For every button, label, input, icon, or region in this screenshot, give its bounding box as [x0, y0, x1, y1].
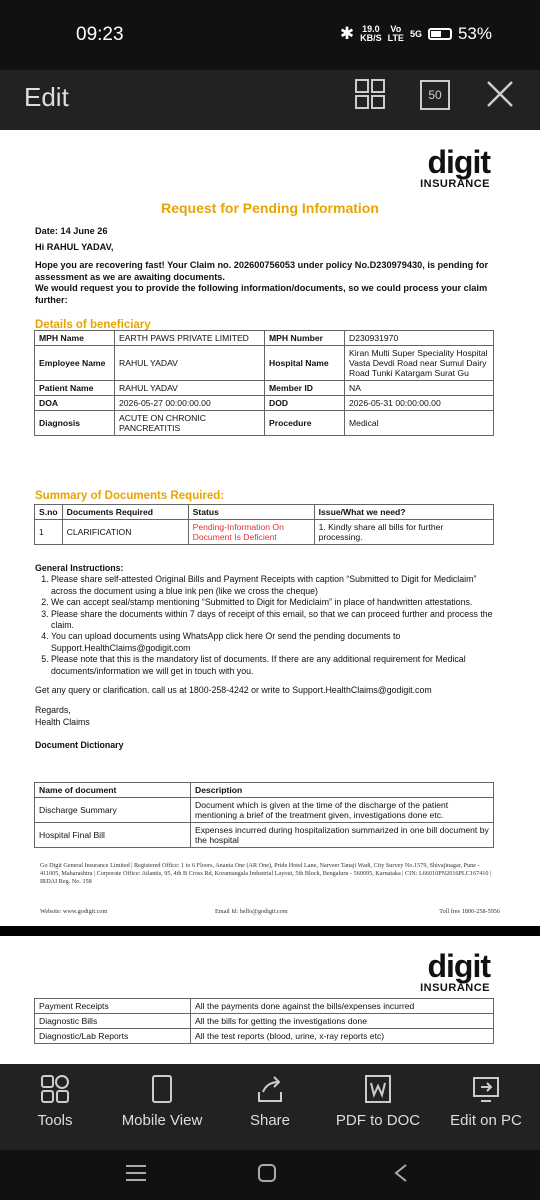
mobile-view-label: Mobile View [121, 1112, 203, 1129]
cell: Diagnosis [35, 411, 115, 436]
edit-on-pc-label: Edit on PC [450, 1112, 522, 1129]
net-speed-value: 19.0 [362, 24, 380, 34]
footer-tollfree: Toll free 1800-258-5956 [439, 908, 500, 915]
general-instructions [35, 563, 495, 752]
table-row [35, 331, 494, 346]
cell: Diagnostic/Lab Reports [35, 1029, 191, 1044]
cell: D230931970 [345, 331, 494, 346]
request-paragraph: We would request you to provide the following information/documents, so we could process your claim further: [35, 283, 488, 305]
clock: 09:23 [76, 24, 124, 45]
table-row [35, 346, 494, 381]
tools-icon [40, 1074, 70, 1104]
volte-indicator [388, 25, 404, 43]
table-row [35, 411, 494, 436]
signature: Health Claims [35, 716, 90, 727]
cell: Discharge Summary [35, 798, 191, 823]
list-item[interactable]: 4. You can upload documents using WhatsApp click here Or send the pending documents to Support.HealthClaims@godigit.com [51, 631, 495, 654]
footer-website[interactable]: Website: www.godigit.com [40, 908, 108, 915]
cell: All the test reports (blood, urine, x-ray reports etc) [191, 1029, 494, 1044]
table-row [35, 798, 494, 823]
cell: DOD [265, 396, 345, 411]
share-button[interactable] [242, 1074, 298, 1129]
cell: RAHUL YADAV [115, 346, 265, 381]
cell: 2026-05-31 00:00:00.00 [345, 396, 494, 411]
cell: 1. Kindly share all bills for further processing. [314, 520, 493, 545]
cell: EARTH PAWS PRIVATE LIMITED [115, 331, 265, 346]
document-page-1 [0, 130, 540, 926]
footer-contacts [40, 908, 500, 915]
cell: Document which is given at the time of the discharge of the patient mentioning a brief of the treatment given, investigations done etc. [191, 798, 494, 823]
table-row [35, 1014, 494, 1029]
cell: Expenses incurred during hospitalization summarized in one bill document by the hospital [191, 823, 494, 848]
table-row [35, 1029, 494, 1044]
cell: MPH Number [265, 331, 345, 346]
signal-icon: 5G [409, 28, 422, 39]
gen-heading: General Instructions: [35, 563, 124, 573]
status-cell: Pending-Information On Document Is Deficient [188, 520, 314, 545]
net-speed [360, 25, 382, 43]
page-count-button[interactable] [420, 80, 450, 110]
header-cell: Documents Required [62, 505, 188, 520]
header-cell: Issue/What we need? [314, 505, 493, 520]
document-page-2 [0, 936, 540, 1064]
edit-on-pc-icon [471, 1074, 501, 1104]
cell: Kiran Multi Super Speciality Hospital Vasta Devdi Road near Sumul Dairy Road Tunki Katargam Surat Gu [345, 346, 494, 381]
table-header-row [35, 505, 494, 520]
cell: All the bills for getting the investigations done [191, 1014, 494, 1029]
table-row [35, 823, 494, 848]
document-dictionary-table [34, 782, 494, 848]
net-speed-unit: KB/S [360, 33, 382, 43]
tools-label: Tools [37, 1112, 73, 1129]
lte-label: LTE [387, 33, 404, 43]
cell: Procedure [265, 411, 345, 436]
logo-digit: digit [427, 948, 490, 984]
cell: Employee Name [35, 346, 115, 381]
list-item: 2. We can accept seal/stamp mentioning “Submitted to Digit for Mediclaim” in place of handwritten attestations. [51, 597, 495, 608]
page-count: 50 [428, 88, 442, 102]
intro-paragraph: Hope you are recovering fast! Your Claim no. 202600756053 under policy No.D230979430, is pending for assessment as we are awaiting documents. [35, 260, 489, 282]
vo-label: Vo [390, 24, 402, 34]
close-icon[interactable] [484, 78, 516, 110]
cell: Hospital Final Bill [35, 823, 191, 848]
footer-email[interactable]: Email Id: hello@godigit.com [215, 908, 288, 915]
regards: Regards, [35, 705, 71, 716]
cell: MPH Name [35, 331, 115, 346]
system-nav-bar [0, 1150, 540, 1200]
cell: 1 [35, 520, 63, 545]
digit-logo [420, 146, 490, 190]
logo-insurance: INSURANCE [420, 982, 490, 994]
summary-table [34, 504, 494, 545]
header-cell: Status [188, 505, 314, 520]
cell: Payment Receipts [35, 999, 191, 1014]
dict-heading: Document Dictionary [35, 740, 124, 751]
pdf-to-doc-label: PDF to DOC [335, 1112, 421, 1129]
cell: DOA [35, 396, 115, 411]
cell: RAHUL YADAV [115, 381, 265, 396]
instructions-list [35, 574, 495, 677]
back-icon[interactable] [390, 1162, 412, 1184]
cell: ACUTE ON CHRONIC PANCREATITIS [115, 411, 265, 436]
top-toolbar [0, 70, 540, 130]
summary-heading: Summary of Documents Required: [35, 490, 225, 502]
battery-icon [428, 28, 452, 40]
document-dictionary-table-continued [34, 998, 494, 1044]
status-bar [0, 0, 540, 70]
bottom-toolbar [0, 1064, 540, 1150]
logo-digit: digit [427, 144, 490, 180]
table-header-row [35, 783, 494, 798]
word-doc-icon [363, 1074, 393, 1104]
battery-percent: 53% [457, 24, 492, 43]
edit-on-pc-button[interactable] [444, 1074, 528, 1129]
beneficiary-table [34, 330, 494, 436]
list-item: 3. Please share the documents within 7 days of receipt of this email, so that we can proceed further and process the claim. [51, 609, 495, 632]
tools-button[interactable] [30, 1074, 80, 1129]
share-icon [255, 1074, 285, 1104]
cell: 2026-05-27 00:00:00.00 [115, 396, 265, 411]
cell: Hospital Name [265, 346, 345, 381]
cell: CLARIFICATION [62, 520, 188, 545]
recents-icon[interactable] [124, 1162, 148, 1184]
header-cell: Description [191, 783, 494, 798]
pdf-to-doc-button[interactable] [330, 1074, 426, 1129]
footer-text: Go Digit General Insurance Limited | Registered Office: 1 to 6 Floors, Ananta One (AR One), Pride Hotel Lane, Narveer Tanaji Wadi, City Survey No.1579, Shivajinagar, Pune - 411005, Maharashtra | Corporate Office: Atlantis, 95, 4th B Cross Rd, Koramangala Industrial Layout, 5th Block, Bengaluru - 560095, Karnataka | CIN: L66010PN2016PLC167410 | IRDAI Reg. No. 158 [40, 862, 492, 885]
home-icon[interactable] [256, 1162, 278, 1184]
query-line: Get any query or clarification. call us at 1800-258-4242 or write to Support.HealthClaims@godigit.com [35, 685, 432, 696]
share-label: Share [249, 1112, 291, 1129]
cell: Medical [345, 411, 494, 436]
mobile-view-button[interactable] [112, 1074, 212, 1129]
page-grid-icon[interactable] [354, 78, 386, 110]
header-cell: Name of document [35, 783, 191, 798]
edit-button[interactable]: Edit [24, 82, 69, 112]
status-icons [340, 24, 492, 44]
list-item: 5. Please note that this is the mandatory list of documents. If there are any additional requirement for Medical documents/information we will get in touch with you. [51, 654, 495, 677]
bluetooth-icon: ✱ [339, 24, 355, 43]
table-row [35, 520, 494, 545]
doc-title: Request for Pending Information [161, 200, 379, 216]
list-item: 1. Please share self-attested Original Bills and Payment Receipts with caption “Submitted to Digit for Mediclaim” across the document using a blue ink pen (like we cross the cheque) [51, 574, 495, 597]
cell: Patient Name [35, 381, 115, 396]
table-row [35, 396, 494, 411]
cell: Member ID [265, 381, 345, 396]
greeting: Hi RAHUL YADAV, [35, 242, 114, 252]
details-heading: Details of beneficiary [35, 319, 151, 331]
cell: NA [345, 381, 494, 396]
header-cell: S.no [35, 505, 63, 520]
cell: All the payments done against the bills/expenses incurred [191, 999, 494, 1014]
mobile-view-icon [147, 1074, 177, 1104]
doc-date: Date: 14 June 26 [35, 226, 108, 236]
digit-logo [420, 950, 490, 994]
cell: Diagnostic Bills [35, 1014, 191, 1029]
table-row [35, 381, 494, 396]
logo-insurance: INSURANCE [420, 178, 490, 190]
table-row [35, 999, 494, 1014]
